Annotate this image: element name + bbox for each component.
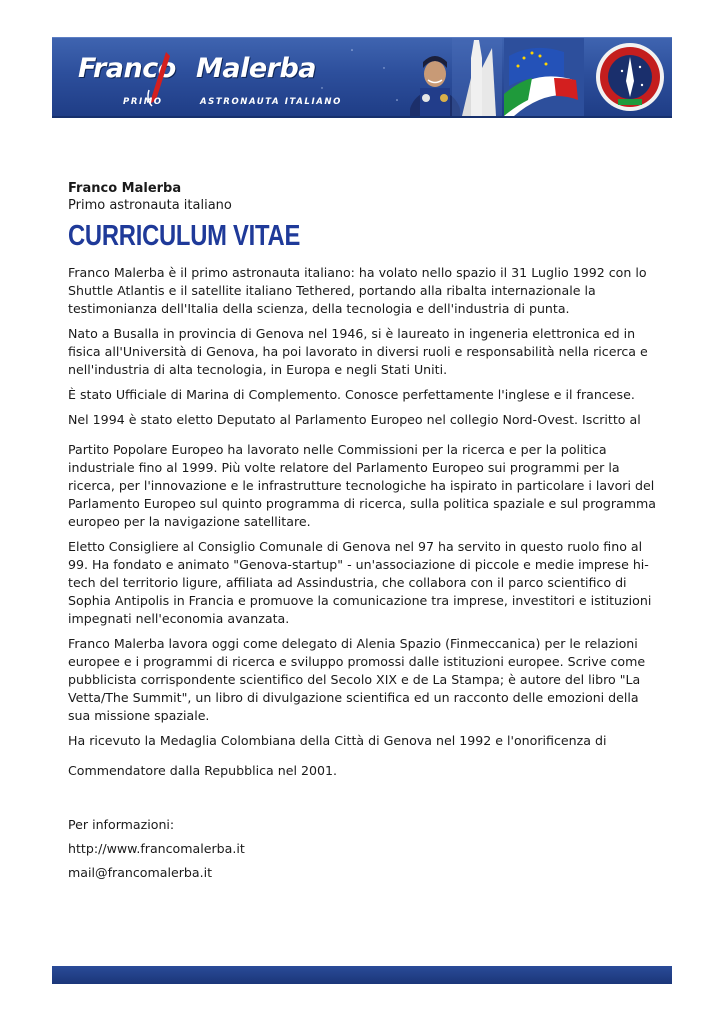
bio-paragraph-1: Franco Malerba è il primo astronauta italiano: ha volato nello spazio il 31 Luglio 1992 con lo Shuttle Atlantis e il satellite italiano Tethered, portando alla ribalta internazionale la testimonianza dell'Italia della scienza, della tecnologia e dell'industria di punta. [68,265,647,316]
cv-content [68,180,658,787]
eu-italy-flags-image [504,38,584,116]
bio-paragraph-3: È stato Ufficiale di Marina di Complemento. Conosce perfettamente l'inglese e il francese. [68,387,635,402]
brand-first-name: Franco [78,53,176,84]
tagline-astronauta: ASTRONAUTA ITALIANO [200,97,342,107]
bio-paragraph-7: Franco Malerba lavora oggi come delegato di Alenia Spazio (Finmeccanica) per le relazioni europee e i programmi di ricerca e sviluppo promossi dalle istituzioni europee. Scrive come pubblicista corrispondente scientifico del Secolo XIX e de La Stampa; è autore del libro "La Vetta/The Summit", un libro di divulgazione scientifica ed un racconto delle emozioni della sua missione spaziale. [68,636,646,723]
person-role: Primo astronauta italiano [68,198,232,213]
brand-last-name: Malerba [196,53,317,84]
email-link[interactable]: mail@francomalerba.it [68,865,213,880]
space-shuttle-image [452,38,502,116]
bio-paragraph-4: Nel 1994 è stato eletto Deputato al Parlamento Europeo nel collegio Nord-Ovest. Iscritto al [68,412,641,427]
person-name: Franco Malerba [68,181,182,196]
footer-bar [52,966,672,984]
bio-paragraph-8: Ha ricevuto la Medaglia Colombiana della Città di Genova nel 1992 e l'onorificenza di [68,733,607,748]
bio-paragraph-9: Commendatore dalla Repubblica nel 2001. [68,763,338,778]
website-link[interactable]: http://www.francomalerba.it [68,841,245,856]
bio-paragraph-5: Partito Popolare Europeo ha lavorato nelle Commissioni per la ricerca e per la politica industriale fino al 1999. Più volte relatore del Parlamento Europeo sui programmi per la ricerca, per l'innovazione e le infrastrutture tecnologiche ha ispirato in particolare i lavori del Parlamento Europeo sul quinto programma di ricerca, sulla politica spaziale e sul programma europeo per la navigazione satellitare. [68,442,656,529]
page-title: CURRICULUM VITAE [68,220,301,252]
header-banner [52,37,672,118]
contact-label: Per informazioni: [68,817,175,832]
mission-patch-icon [594,41,666,113]
contact-info [68,816,245,888]
bio-paragraph-6: Eletto Consigliere al Consiglio Comunale di Genova nel 97 ha servito in questo ruolo fino al 99. Ha fondato e animato "Genova-startup" - un'associazione di piccole e medie imprese hi-tech del territorio ligure, affiliata ad Assindustria, che collabora con il parco scientifico di Sophia Antipolis in Francia e promuove la comunicazione tra imprese, investitori e istituzioni impegnati nell'economia avanzata. [68,539,652,626]
bio-paragraph-2: Nato a Busalla in provincia di Genova nel 1946, si è laureato in ingeneria elettronica ed in fisica all'Università di Genova, ha poi lavorato in diversi ruoli e responsabilità nella ricerca e nell'industria di alta tecnologia, in Europa e negli Stati Uniti. [68,326,648,377]
tagline-primo: PRIMO [123,97,163,107]
